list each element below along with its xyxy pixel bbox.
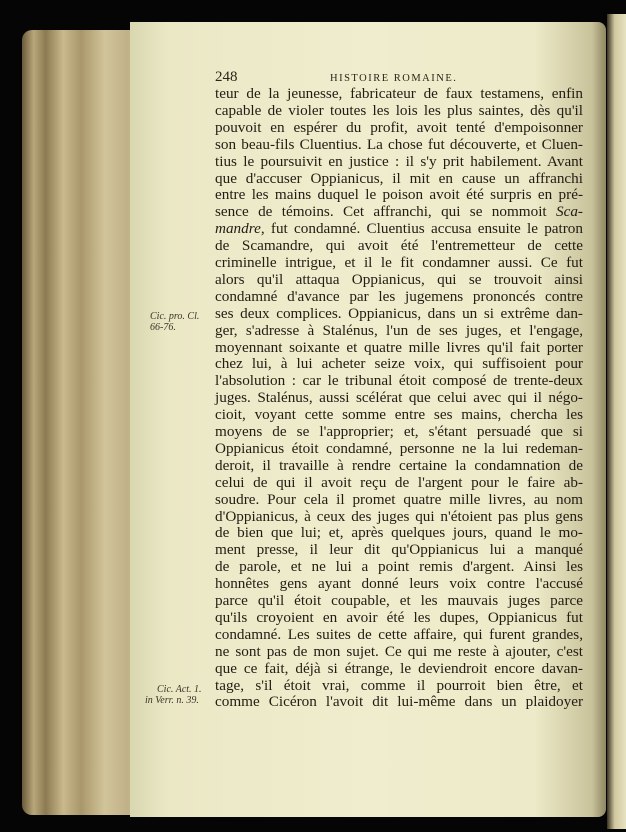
text-line: [215, 254, 583, 272]
line-text: son beau-fils Cluentius. La chose fut découverte, et Cluen-: [215, 135, 583, 153]
text-line: [215, 508, 583, 526]
line-text: juges. Stalénus, aussi scélérat que celui avec qui il négo-: [215, 389, 583, 407]
text-line: [215, 592, 583, 610]
text-line: [215, 271, 583, 289]
margin-note-line: Cic. pro. Cl.: [150, 311, 200, 322]
margin-note-line: 66-76.: [150, 322, 176, 333]
line-text: tius le poursuivit en justice : il s'y prit habilement. Avant: [215, 152, 583, 170]
margin-note-line: Cic. Act. 1.: [157, 684, 202, 695]
text-line: [215, 491, 583, 509]
line-text: celui de qui il avoit reçu de l'argent pour le faire ab-: [215, 473, 583, 491]
line-text: capable de violer toutes les lois les plus saintes, dès qu'il: [215, 101, 583, 119]
text-line: [215, 423, 583, 441]
text-line: [215, 85, 583, 103]
text-line: [215, 186, 583, 204]
line-text: chez lui, à lui acheter seize voix, qui suffisoient pour: [215, 355, 583, 373]
line-text: soudre. Pour cela il promet quatre mille livres, au nom: [215, 490, 583, 508]
text-line: [215, 355, 583, 373]
line-text: ger, s'adresse à Stalénus, l'un de ses juges, et l'engage,: [215, 321, 583, 339]
text-line: [215, 102, 583, 120]
line-text: pouvoit en espérer du profit, avoit tenté d'empoisonner: [215, 118, 583, 136]
page-stack-edge: [22, 30, 140, 815]
text-line: [215, 457, 583, 475]
line-text: de Scamandre, qui avoit été l'entremetteur de cette: [215, 237, 583, 255]
text-line: [215, 119, 583, 137]
line-text: ment presse, il leur dit qu'Oppianicus lui a manqué: [215, 541, 583, 559]
text-line: [215, 693, 583, 711]
line-text: condamné d'avance par les jugemens prononcés contre: [215, 287, 583, 305]
line-text: sence de témoins. Cet affranchi, qui se nommoit: [215, 203, 556, 221]
line-text: ne sont pas de mon sujet. Ce qui me reste à ajouter, c'est: [215, 642, 583, 660]
line-text: moyennant soixante et quatre mille livres qu'il fait porter: [215, 338, 583, 356]
line-text: d'Oppianicus, à ceux des juges qui n'étoient pas plus gens: [215, 507, 583, 525]
italic-text: mandre: [215, 220, 261, 238]
line-text: condamné. Les suites de cette affaire, qui furent grandes,: [215, 625, 583, 643]
text-line: [215, 203, 583, 221]
line-text: tage, s'il étoit vrai, comme il pourroit bien être, et: [215, 676, 583, 694]
line-text: teur de la jeunesse, fabricateur de faux testamens, enfin: [215, 85, 583, 102]
text-line: [215, 372, 583, 390]
line-text: qu'ils croyoient en avoir été les dupes, Oppianicus fut: [215, 608, 583, 626]
line-text: , fut condamné. Cluentius accusa ensuite le patron: [260, 220, 583, 238]
line-text: moyens de se l'approprier; et, s'étant persuadé que si: [215, 423, 583, 440]
italic-text: Sca-: [556, 203, 583, 221]
line-text: de parole, et ne lui a point remis d'argent. Ainsi les: [215, 558, 583, 576]
line-text: deroit, il travaille à rendre certaine la condamnation de: [215, 456, 583, 474]
page-number: 248: [215, 69, 238, 85]
text-line: [215, 541, 583, 559]
line-text: Oppianicus étoit condamné, personne ne la lui redeman-: [215, 439, 583, 457]
text-line: [215, 609, 583, 627]
line-text: criminelle intrigue, et il le fit condamner aussi. Ce fut: [215, 254, 583, 271]
text-line: [215, 626, 583, 644]
margin-note-line: in Verr. n. 39.: [145, 695, 199, 706]
line-text: alors qu'il attaqua Oppianicus, qui se trouvoit ainsi: [215, 270, 583, 288]
line-text: parce qu'il étoit coupable, et les mauvais juges parce: [215, 592, 583, 609]
line-text: comme Cicéron l'avoit dit lui-même dans un plaidoyer: [215, 693, 583, 711]
text-line: [215, 474, 583, 492]
text-line: [215, 643, 583, 661]
line-text: ses deux complices. Oppianicus, dans un si extrême dan-: [215, 304, 583, 322]
text-line: [215, 558, 583, 576]
facing-page-edge: [607, 14, 626, 829]
text-line: [215, 288, 583, 306]
text-line: [215, 406, 583, 424]
line-text: entre les mains duquel le poison avoit été surpris en pré-: [215, 186, 583, 204]
text-line: [215, 677, 583, 695]
line-text: honnêtes gens ayant donné leurs voix contre l'accusé: [215, 575, 583, 593]
text-line: [215, 322, 583, 340]
text-line: [215, 237, 583, 255]
text-line: [215, 153, 583, 171]
text-line: [215, 524, 583, 542]
line-text: que d'accuser Oppianicus, il mit en cause un affranchi: [215, 169, 583, 187]
text-line: [215, 305, 583, 323]
text-line: [215, 339, 583, 357]
text-line: [215, 220, 583, 238]
text-line: [215, 389, 583, 407]
text-line: [215, 575, 583, 593]
margin-note-2: [145, 684, 202, 706]
text-line: [215, 170, 583, 188]
running-title: HISTOIRE ROMAINE.: [330, 73, 458, 84]
line-text: que ce fait, déjà si étrange, le deviendroit encore davan-: [215, 659, 583, 677]
text-line: [215, 660, 583, 678]
line-text: l'absolution : car le tribunal étoit composé de trente-deux: [215, 372, 583, 390]
text-line: [215, 136, 583, 154]
line-text: de bien que lui; et, après quelques jours, quand le mo-: [215, 524, 583, 542]
line-text: cioit, voyant cette somme entre ses mains, chercha les: [215, 406, 583, 424]
text-line: [215, 440, 583, 458]
margin-note-1: [150, 311, 199, 333]
